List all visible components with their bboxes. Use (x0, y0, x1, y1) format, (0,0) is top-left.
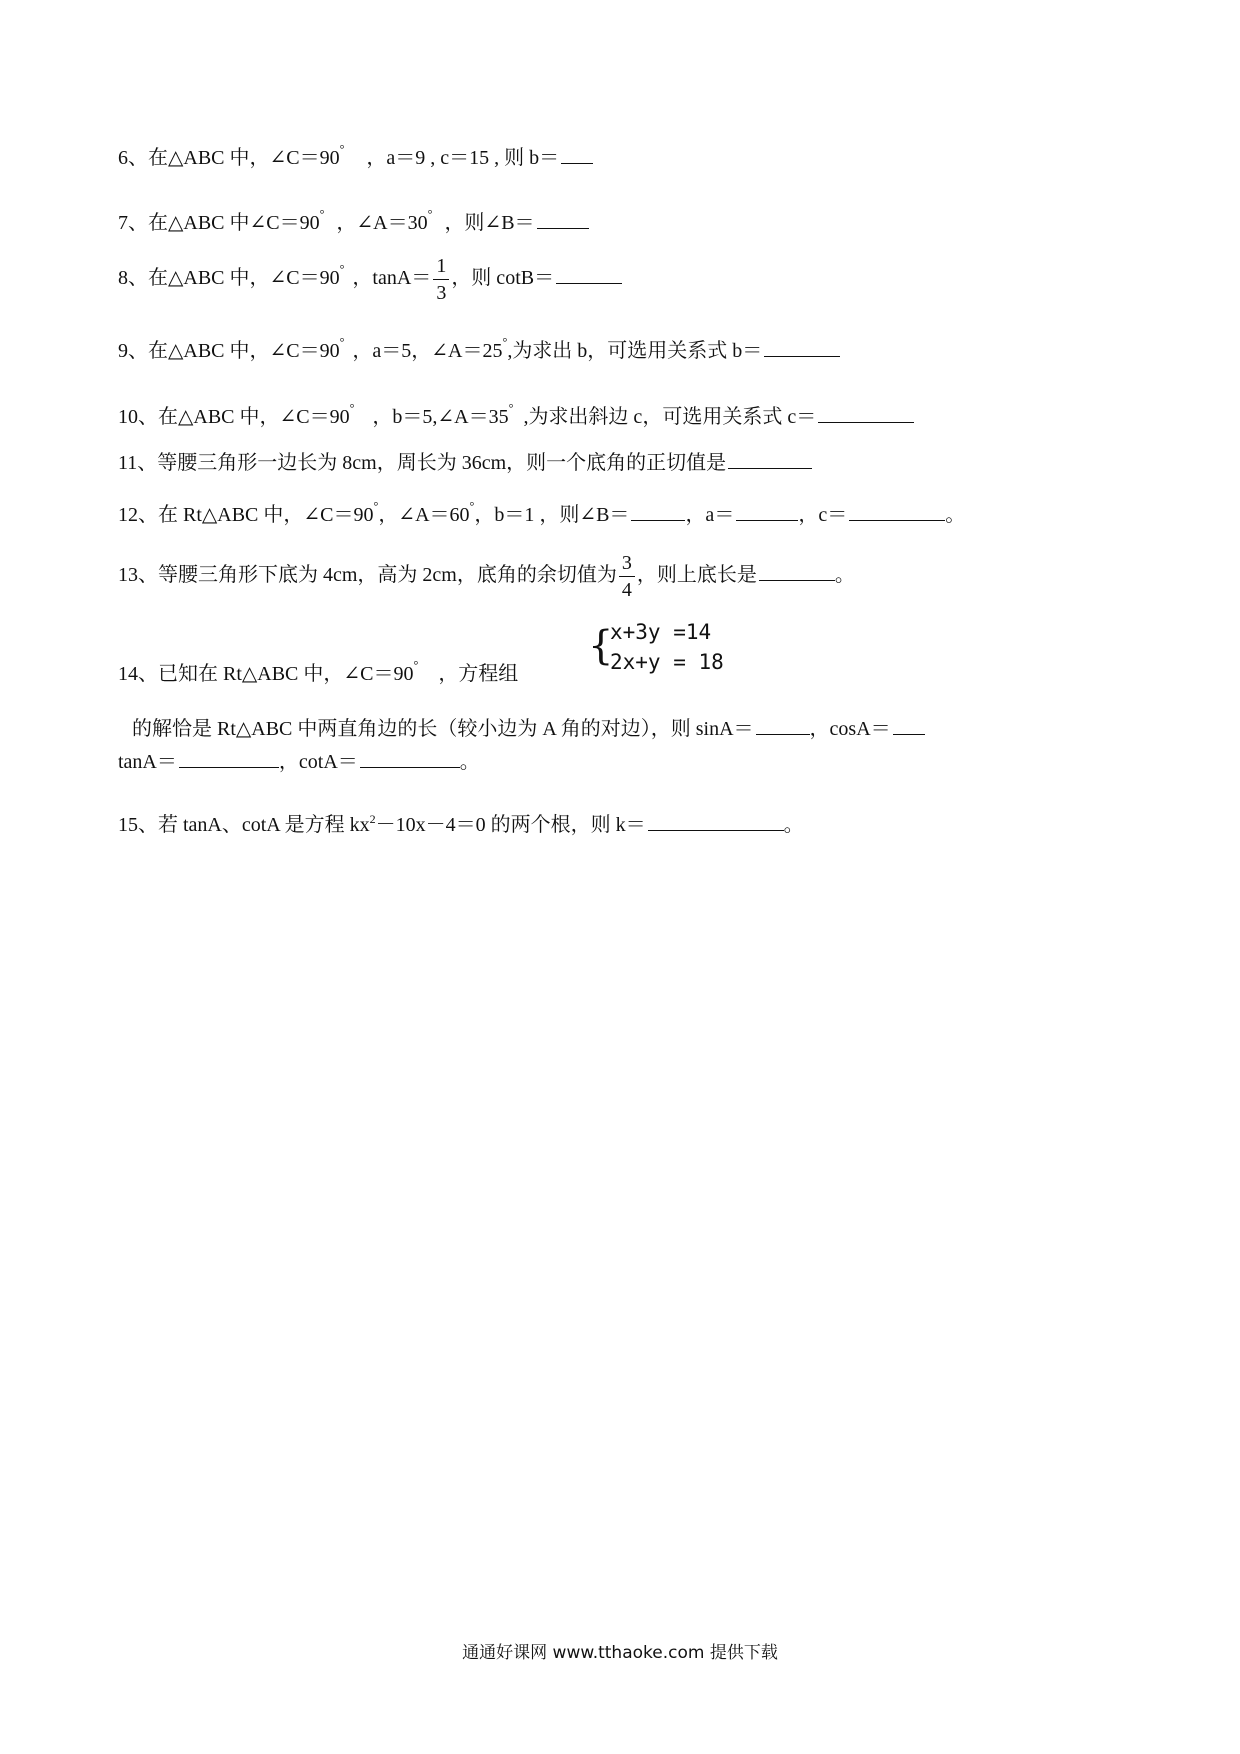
answer-blank[interactable] (631, 502, 685, 521)
answer-blank[interactable] (556, 265, 622, 284)
answer-blank[interactable] (759, 562, 835, 581)
answer-blank[interactable] (360, 749, 460, 768)
answer-blank[interactable] (764, 338, 840, 357)
equation-system (588, 620, 748, 680)
question-12: 12、在 Rt△ABC 中，∠C＝90°，∠A＝60°，b＝1 ，则∠B＝ ，a＝ ，c＝ 。 (118, 499, 966, 526)
question-10: 10、在△ABC 中，∠C＝90° ，b＝5,∠A＝35° ,为求出斜边 c，可选用关系式 c＝ (118, 404, 914, 427)
answer-blank[interactable] (648, 812, 784, 831)
answer-blank[interactable] (849, 502, 945, 521)
footer-download-note: 通通好课网 www.tthaoke.com 提供下载 (462, 1643, 778, 1663)
question-11: 11、等腰三角形一边长为 8cm，周长为 36cm，则一个底角的正切值是 (118, 450, 812, 473)
equation-2: 2x+y = 18 (610, 650, 724, 674)
question-7: 7、在△ABC 中∠C＝90° ，∠A＝30° ，则∠B＝ (118, 210, 589, 233)
answer-blank[interactable] (179, 749, 279, 768)
fraction-one-third: $\frac{1}{3}$ (433, 256, 449, 303)
question-14: 14、已知在 Rt△ABC 中，∠C＝90° ，方程组 (118, 658, 519, 685)
equation-1: x+3y =14 (610, 620, 712, 644)
answer-blank[interactable] (736, 502, 798, 521)
question-13: 13、等腰三角形下底为 4cm，高为 2cm，底角的余切值为 $\frac{3}{4}$ ，则上底长是 。 (118, 552, 855, 601)
answer-blank[interactable] (537, 210, 589, 229)
answer-blank[interactable] (756, 716, 810, 735)
answer-blank[interactable] (893, 716, 925, 735)
answer-blank[interactable] (728, 450, 812, 469)
answer-blank[interactable] (818, 404, 914, 423)
question-14-line-2: 的解恰是 Rt△ABC 中两直角边的长（较小边为 A 角的对边），则 sinA＝ ，cosA＝ (132, 716, 925, 739)
fraction-three-quarters: $\frac{3}{4}$ (619, 553, 635, 600)
answer-blank[interactable] (561, 145, 593, 164)
question-15: 15、若 tanA、cotA 是方程 $kx^2-10x-4=0$ 的两个根，则 k＝ 。 (118, 812, 804, 836)
question-6: 6、在△ABC 中，∠C＝90° ，a＝9 , c＝15 , 则 b＝ (118, 145, 593, 168)
question-8: 8、在△ABC 中，∠C＝90° ，tanA＝ $\frac{1}{3}$ ，则 cotB＝ (118, 256, 622, 303)
question-9: 9、在△ABC 中，∠C＝90° ，a＝5，∠A＝25°,为求出 b，可选用关系式 b＝ (118, 338, 840, 361)
brace-symbol: { (588, 623, 614, 669)
question-14-line-3: tanA＝ ，cotA＝ 。 (118, 751, 480, 773)
